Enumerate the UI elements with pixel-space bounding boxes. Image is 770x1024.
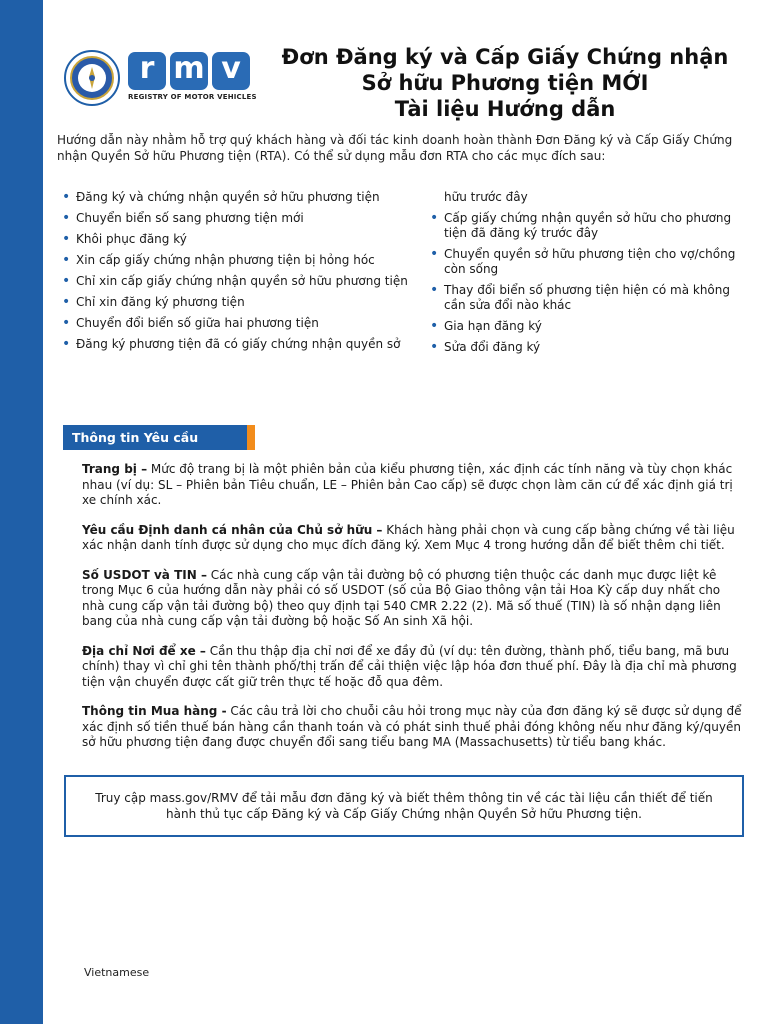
requirement-purchase-info — [82, 704, 746, 751]
section-header-requirements — [63, 425, 255, 450]
uses-list-left — [62, 190, 412, 358]
requirement-owner-id — [82, 523, 746, 554]
language-label: Vietnamese — [84, 966, 150, 979]
list-item: • Gia hạn đăng ký — [430, 319, 750, 334]
list-item: • Chuyển quyền sở hữu phương tiện cho vợ/chồng còn sống — [430, 247, 750, 277]
list-item: • Khôi phục đăng ký — [62, 232, 412, 247]
requirement-text: Khách hàng phải chọn và cung cấp bằng chứng về tài liệu xác nhận danh tính được sử dụng cho mục đích đăng ký. Xem Mục 4 trong hướng dẫn để biết thêm chi tiết. — [82, 522, 735, 552]
requirement-garage-address — [82, 644, 746, 691]
visit-website-text: Truy cập mass.gov/RMV để tải mẫu đơn đăng ký và biết thêm thông tin về các tài liệu cần thiết để tiến hành thủ tục cấp Đăng ký và Cấp Giấy Chứng nhận Quyền Sở hữu Phương tiện. — [95, 791, 713, 821]
requirement-text: Cần thu thập địa chỉ nơi để xe đầy đủ (ví dụ: tên đường, thành phố, tiểu bang, mã bưu chính) thay vì chỉ ghi tên thành phố/thị trấn để cải thiện việc lập hóa đơn thuế phí. Đây là địa chỉ mà phương tiện vận chuyển được cất giữ trên thực tế hoặc đỗ qua đêm. — [82, 643, 737, 689]
list-item: • Xin cấp giấy chứng nhận phương tiện bị hỏng hóc — [62, 253, 412, 268]
intro-paragraph: Hướng dẫn này nhằm hỗ trợ quý khách hàng và đối tác kinh doanh hoàn thành Đơn Đăng ký và Cấp Giấy Chứng nhận Quyền Sở hữu Phương tiện (RTA). Có thể sử dụng mẫu đơn RTA cho các mục đích sau: — [57, 133, 733, 163]
requirement-term: Trang bị – — [82, 462, 148, 476]
requirement-text: Các câu trả lời cho chuỗi câu hỏi trong mục này của đơn đăng ký sẽ được sử dụng để xác định số tiền thuế bán hàng cần thanh toán và có phát sinh thuế phải đóng không nếu như đăng ký/quyền sở hữu phương tiện đang được chuyển đổi sang tiểu bang MA (Massachusetts) từ tiểu bang khác. — [82, 704, 742, 749]
requirement-term: Số USDOT và TIN – — [82, 567, 207, 582]
document-title — [270, 44, 740, 122]
section-title: Thông tin Yêu cầu — [72, 430, 199, 445]
document-header — [60, 40, 750, 130]
requirements-section — [82, 462, 746, 765]
list-item: • Chỉ xin cấp giấy chứng nhận quyền sở hữu phương tiện — [62, 274, 412, 289]
list-item: • Chỉ xin đăng ký phương tiện — [62, 295, 412, 310]
requirement-term: Thông tin Mua hàng - — [82, 704, 227, 718]
requirement-term: Địa chỉ Nơi để xe – — [82, 643, 206, 658]
massachusetts-seal-icon — [64, 50, 120, 106]
title-line-2: Sở hữu Phương tiện MỚI — [361, 71, 649, 95]
left-color-bar — [0, 0, 43, 1024]
logo-letter-m: m — [170, 52, 208, 90]
logo-letter-v: v — [212, 52, 250, 90]
list-item: • Đăng ký phương tiện đã có giấy chứng nhận quyền sở — [62, 337, 412, 352]
logo-letter-r: r — [128, 52, 166, 90]
requirement-text: Mức độ trang bị là một phiên bản của kiểu phương tiện, xác định các tính năng và tùy chọn khác nhau (ví dụ: SL – Phiên bản Tiêu chuẩn, LE – Phiên bản Cao cấp) sẽ được chọn làm căn cứ để xác định giá trị xe chính xác. — [82, 462, 733, 507]
requirement-term: Yêu cầu Định danh cá nhân của Chủ sở hữu – — [82, 522, 383, 537]
list-item: • Sửa đổi đăng ký — [430, 340, 750, 355]
requirement-usdot-tin — [82, 568, 746, 630]
list-item: • Chuyển biển số sang phương tiện mới — [62, 211, 412, 226]
logo-tagline: REGISTRY OF MOTOR VEHICLES — [128, 93, 257, 101]
list-item: • Chuyển đổi biển số giữa hai phương tiện — [62, 316, 412, 331]
title-line-1: Đơn Đăng ký và Cấp Giấy Chứng nhận — [281, 45, 729, 69]
requirement-text: Các nhà cung cấp vận tải đường bộ có phương tiện thuộc các danh mục được liệt kê trong Mục 6 của hướng dẫn này phải có số USDOT (số của Bộ Giao thông vận tải Hoa Kỳ cấp duy nhất cho nhà cung cấp vận tải đường bộ) theo quy định tại 540 CMR 2.22 (2). Mã số thuế (TIN) là số nhận dạng liên bang của nhà cung cấp vận tải đường bộ hoặc Số An sinh Xã hội. — [82, 567, 721, 628]
requirement-trim — [82, 462, 746, 509]
title-line-3: Tài liệu Hướng dẫn — [394, 97, 616, 121]
list-item: • Thay đổi biển số phương tiện hiện có mà không cần sửa đổi nào khác — [430, 283, 750, 313]
section-accent-stripe — [247, 425, 255, 450]
list-item: • Đăng ký và chứng nhận quyền sở hữu phương tiện — [62, 190, 412, 205]
list-item-continuation: hữu trước đây — [444, 190, 528, 204]
list-item: • Cấp giấy chứng nhận quyền sở hữu cho phương tiện đã đăng ký trước đây — [430, 211, 750, 241]
visit-website-box — [64, 775, 744, 837]
uses-list — [62, 190, 752, 370]
uses-list-right — [430, 190, 750, 361]
